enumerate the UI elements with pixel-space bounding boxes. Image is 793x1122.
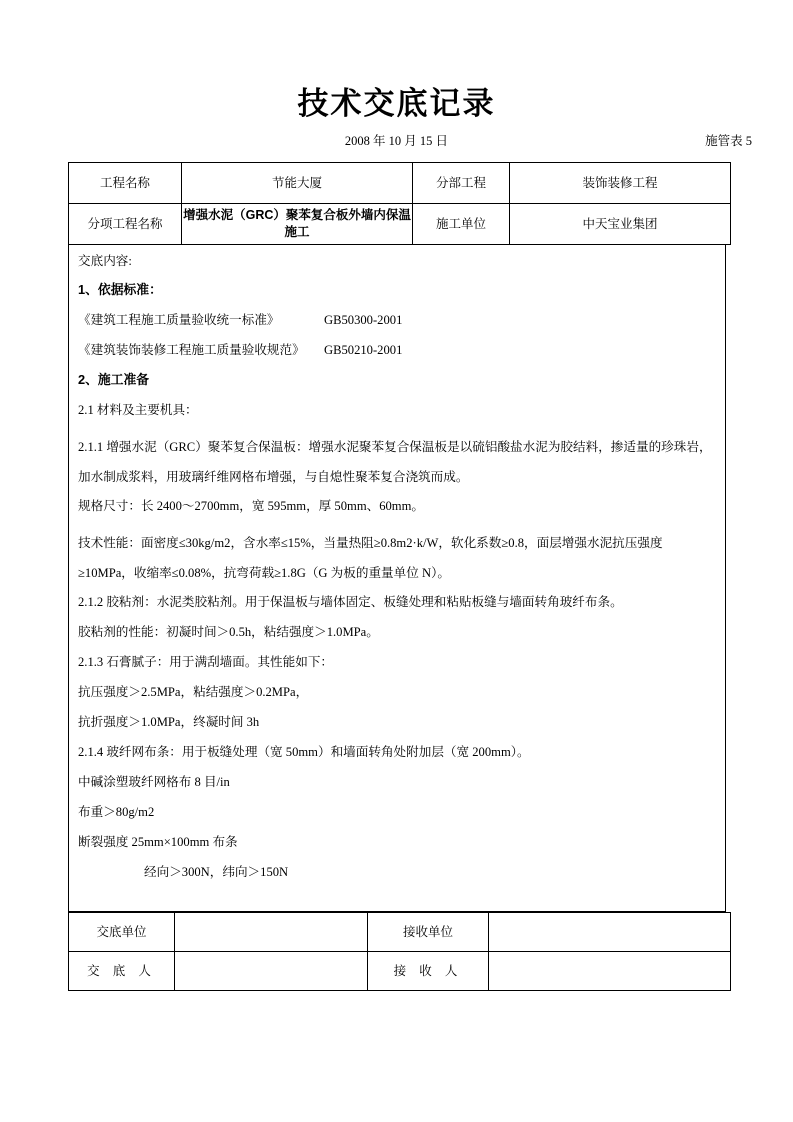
standard-name: 《建筑装饰装修工程施工质量验收规范》 [78, 343, 305, 357]
receiving-unit-value[interactable] [489, 913, 731, 952]
disclosure-unit-label: 交底单位 [69, 913, 175, 952]
content-line-mesh-spec: 中碱涂塑玻纤网格布 8 目/in [78, 775, 230, 789]
content-line-mesh-weight: 布重＞80g/m2 [78, 805, 155, 819]
table-row [69, 913, 731, 952]
subitem-name-value: 增强水泥（GRC）聚苯复合板外墙内保温施工 [182, 204, 413, 245]
content-line-materials: 2.1 材料及主要机具： [78, 403, 198, 417]
standard-item [78, 312, 716, 328]
standard-item [78, 342, 716, 358]
disclosure-content-box [68, 244, 726, 912]
content-line-performance: 技术性能：面密度≤30kg/m2，含水率≤15%，当量热阻≥0.8m2·k/W，软化系数≥0.8，面层增强水泥抗压强度≥10MPa，收缩率≤0.08%，抗弯荷载≥1.8G（G 为板的重量单位 N）。 [78, 536, 663, 580]
document-date: 2008 年 10 月 15 日 [344, 134, 449, 148]
form-number: 施管表 5 [705, 134, 752, 148]
subitem-name-label: 分项工程名称 [69, 204, 182, 245]
content-intro: 交底内容: [78, 254, 132, 268]
construction-unit-value: 中天宝业集团 [510, 204, 731, 245]
page-title: 技术交底记录 [297, 86, 496, 121]
content-line-warp-weft: 经向＞300N，纬向＞150N [144, 865, 289, 879]
standard-code: GB50210-2001 [324, 343, 403, 357]
project-name-label: 工程名称 [69, 163, 182, 204]
content-line-adhesive-properties: 胶粘剂的性能：初凝时间＞0.5h，粘结强度＞1.0MPa。 [78, 625, 379, 639]
section-1-title: 1、依据标准： [78, 282, 162, 297]
project-info-table [68, 162, 731, 245]
content-line-211: 2.1.1 增强水泥（GRC）聚苯复合保温板：增强水泥聚苯复合保温板是以硫铝酸盐水泥为胶结料，掺适量的珍珠岩，加水制成浆料，用玻璃纤维网格布增强，与自熄性聚苯复合浇筑而成。 [78, 440, 712, 484]
disclosure-unit-value[interactable] [175, 913, 368, 952]
discloser-label: 交 底 人 [69, 952, 175, 991]
content-line-compressive-strength: 抗压强度＞2.5MPa，粘结强度＞0.2MPa， [78, 685, 309, 699]
content-line-212: 2.1.2 胶粘剂：水泥类胶粘剂。用于保温板与墙体固定、板缝处理和粘贴板缝与墙面转角玻纤布条。 [78, 595, 623, 609]
receiver-value[interactable] [489, 952, 731, 991]
section-2-title: 2、施工准备 [78, 372, 150, 387]
content-line-flexural-strength: 抗折强度＞1.0MPa，终凝时间 3h [78, 715, 260, 729]
receiver-label: 接 收 人 [368, 952, 489, 991]
table-row [69, 163, 731, 204]
project-name-value: 节能大厦 [182, 163, 413, 204]
construction-unit-label: 施工单位 [413, 204, 510, 245]
discloser-value[interactable] [175, 952, 368, 991]
standard-name: 《建筑工程施工质量验收统一标准》 [78, 313, 280, 327]
signature-table [68, 912, 731, 991]
table-row [69, 204, 731, 245]
content-line-213: 2.1.3 石膏腻子：用于满刮墙面。其性能如下： [78, 655, 334, 669]
content-line-214: 2.1.4 玻纤网布条：用于板缝处理（宽 50mm）和墙面转角处附加层（宽 200mm）。 [78, 745, 530, 759]
content-line-dimensions: 规格尺寸：长 2400～2700mm，宽 595mm，厚 50mm、60mm。 [78, 499, 424, 513]
table-row [69, 952, 731, 991]
standard-code: GB50300-2001 [324, 313, 403, 327]
division-work-label: 分部工程 [413, 163, 510, 204]
content-line-break-strength: 断裂强度 25mm×100mm 布条 [78, 835, 238, 849]
receiving-unit-label: 接收单位 [368, 913, 489, 952]
division-work-value: 装饰装修工程 [510, 163, 731, 204]
